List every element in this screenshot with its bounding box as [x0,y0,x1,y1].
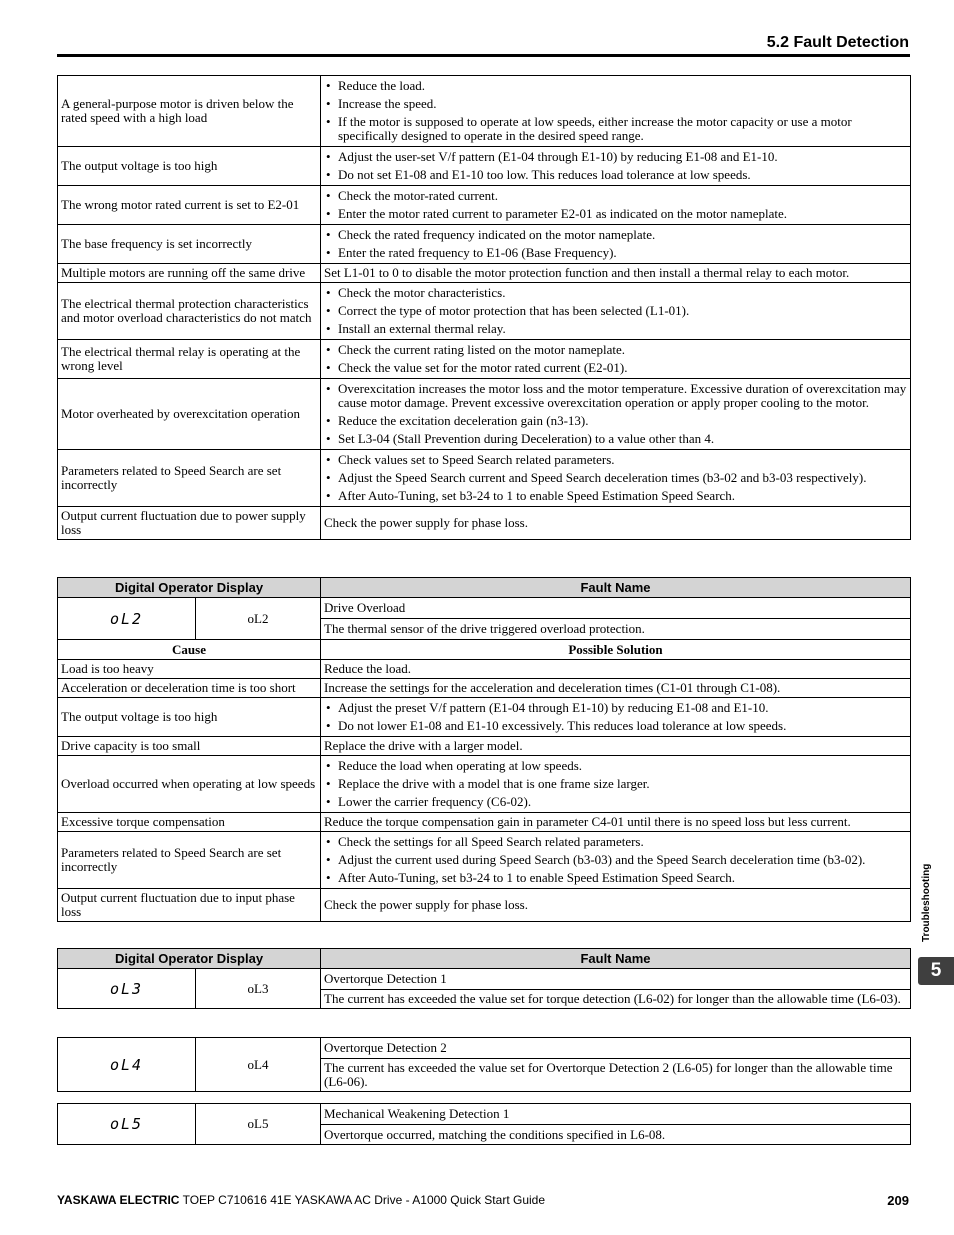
fault-code-ol2: oL2 [196,598,321,640]
list-item: • Check the value set for the motor rated current (E2-01). [324,361,907,375]
table-row [58,340,911,379]
solution-cell [321,698,911,737]
cause-cell: The output voltage is too high [58,147,321,186]
table-row [58,698,911,737]
cause-cell: Output current fluctuation due to power supply loss [58,507,321,540]
solution-list [324,150,907,182]
chapter-number-tab: 5 [918,957,954,985]
fault-name-ol5: Mechanical Weakening Detection 1 [321,1104,911,1125]
list-item: • Adjust the Speed Search current and Speed Search deceleration times (b3-02 and b3-03 respectively). [324,471,907,485]
list-item: • Adjust the current used during Speed Search (b3-03) and the Speed Search deceleration time (b3-02). [324,853,907,867]
solution-list [324,759,907,809]
table-row [58,507,911,540]
header-rule [57,54,910,57]
solution-cell: Increase the settings for the acceleration and deceleration times (C1-01 through C1-08). [321,679,911,698]
list-item: • Overexcitation increases the motor loss and the motor temperature. Excessive duration of overexcitation may cause motor damage. Prevent excessive overexcitation operation or apply proper cooling to the motor. [324,382,907,410]
solution-cell: Check the power supply for phase loss. [321,889,911,922]
cause-cell: Drive capacity is too small [58,737,321,756]
fault-code-ol4: oL4 [196,1038,321,1092]
table-row [58,832,911,889]
table-row [58,147,911,186]
cause-cell: The electrical thermal relay is operating at the wrong level [58,340,321,379]
cause-cell: A general-purpose motor is driven below the rated speed with a high load [58,76,321,147]
list-item: • Correct the type of motor protection that has been selected (L1-01). [324,304,907,318]
list-item: • Reduce the load. [324,79,907,93]
list-item: • Check the settings for all Speed Search related parameters. [324,835,907,849]
operator-display-ol3: oL3 [58,969,196,1009]
list-item: • After Auto-Tuning, set b3-24 to 1 to enable Speed Estimation Speed Search. [324,871,907,885]
list-item: • Do not set E1-08 and E1-10 too low. This reduces load tolerance at low speeds. [324,168,907,182]
cause-cell: The output voltage is too high [58,698,321,737]
fault-description-ol3: The current has exceeded the value set for torque detection (L6-02) for longer than the allowable time (L6-03). [321,990,911,1009]
list-item: • Increase the speed. [324,97,907,111]
list-item: • Reduce the excitation deceleration gain (n3-13). [324,414,907,428]
solution-cell [321,756,911,813]
fault-cause-table-continued [57,75,911,540]
list-item: • Check the rated frequency indicated on the motor nameplate. [324,228,907,242]
cause-cell: Excessive torque compensation [58,813,321,832]
solution-cell [321,76,911,147]
fault-name-ol3: Overtorque Detection 1 [321,969,911,990]
fault-code-ol3: oL3 [196,969,321,1009]
fault-name-ol4: Overtorque Detection 2 [321,1038,911,1059]
table-row [58,225,911,264]
footer-document: TOEP C710616 41E YASKAWA AC Drive - A1000 Quick Start Guide [182,1193,546,1207]
cause-cell: The electrical thermal protection characteristics and motor overload characteristics do not match [58,283,321,340]
table-row [58,813,911,832]
list-item: • Check the motor characteristics. [324,286,907,300]
table-row [58,450,911,507]
cause-cell: Load is too heavy [58,660,321,679]
solution-cell [321,283,911,340]
cause-cell: Overload occurred when operating at low speeds [58,756,321,813]
cause-cell: Multiple motors are running off the same drive [58,264,321,283]
table-row [58,660,911,679]
fault-name-header: Fault Name [321,578,911,598]
table-row [58,264,911,283]
list-item: • Enter the motor rated current to parameter E2-01 as indicated on the motor nameplate. [324,207,907,221]
fault-description-ol4: The current has exceeded the value set for Overtorque Detection 2 (L6-05) for longer than the allowable time (L6-06). [321,1059,911,1092]
cause-cell: The wrong motor rated current is set to E2-01 [58,186,321,225]
solution-list [324,79,907,143]
solution-list [324,228,907,260]
digital-operator-display-header: Digital Operator Display [58,949,321,969]
operator-display-ol2: oL2 [58,598,196,640]
table-row [58,283,911,340]
cause-header: Cause [58,640,321,660]
fault-code-ol5: oL5 [196,1104,321,1145]
cause-cell: Parameters related to Speed Search are set incorrectly [58,832,321,889]
fault-name-header: Fault Name [321,949,911,969]
list-item: • After Auto-Tuning, set b3-24 to 1 to enable Speed Estimation Speed Search. [324,489,907,503]
cause-cell: Output current fluctuation due to input phase loss [58,889,321,922]
possible-solution-header: Possible Solution [321,640,911,660]
list-item: • Adjust the preset V/f pattern (E1-04 through E1-10) by reducing E1-08 and E1-10. [324,701,907,715]
list-item: • Install an external thermal relay. [324,322,907,336]
cause-cell: Motor overheated by overexcitation operation [58,379,321,450]
section-title: 5.2 Fault Detection [766,34,909,51]
list-item: • Check the current rating listed on the motor nameplate. [324,343,907,357]
fault-description-ol2: The thermal sensor of the drive triggered overload protection. [321,619,911,640]
table-row [58,76,911,147]
solution-cell: Reduce the torque compensation gain in parameter C4-01 until there is no speed loss but less current. [321,813,911,832]
table-row [58,737,911,756]
list-item: • Lower the carrier frequency (C6-02). [324,795,907,809]
solution-cell: Set L1-01 to 0 to disable the motor protection function and then install a thermal relay to each motor. [321,264,911,283]
table-row [58,889,911,922]
list-item: • If the motor is supposed to operate at low speeds, either increase the motor capacity or use a motor specifically designed to operate in the desired speed range. [324,115,907,143]
list-item: • Set L3-04 (Stall Prevention during Deceleration) to a value other than 4. [324,432,907,446]
solution-cell [321,379,911,450]
solution-list [324,343,907,375]
list-item: • Adjust the user-set V/f pattern (E1-04 through E1-10) by reducing E1-08 and E1-10. [324,150,907,164]
fault-table-ol4 [57,1037,911,1092]
solution-cell [321,340,911,379]
list-item: • Check the motor-rated current. [324,189,907,203]
solution-cell [321,450,911,507]
solution-list [324,701,907,733]
fault-table-ol3 [57,948,911,1009]
table-row [58,756,911,813]
solution-cell: Reduce the load. [321,660,911,679]
table-row [58,679,911,698]
fault-description-ol5: Overtorque occurred, matching the conditions specified in L6-08. [321,1125,911,1145]
list-item: • Check values set to Speed Search related parameters. [324,453,907,467]
table-row [58,379,911,450]
operator-display-ol4: oL4 [58,1038,196,1092]
solution-list [324,835,907,885]
chapter-side-label: Troubleshooting [921,863,932,942]
list-item: • Reduce the load when operating at low speeds. [324,759,907,773]
fault-table-ol2 [57,577,911,922]
solution-list [324,382,907,446]
solution-list [324,286,907,336]
solution-cell [321,225,911,264]
list-item: • Do not lower E1-08 and E1-10 excessively. This reduces load tolerance at low speeds. [324,719,907,733]
solution-list [324,189,907,221]
digital-operator-display-header: Digital Operator Display [58,578,321,598]
page-footer [57,1193,545,1207]
list-item: • Enter the rated frequency to E1-06 (Base Frequency). [324,246,907,260]
fault-table-ol5 [57,1103,911,1145]
solution-cell [321,147,911,186]
solution-cell [321,186,911,225]
solution-cell: Replace the drive with a larger model. [321,737,911,756]
solution-cell [321,832,911,889]
solution-list [324,453,907,503]
footer-brand: YASKAWA ELECTRIC [57,1193,180,1207]
table-row [58,186,911,225]
operator-display-ol5: oL5 [58,1104,196,1145]
fault-name-ol2: Drive Overload [321,598,911,619]
cause-cell: The base frequency is set incorrectly [58,225,321,264]
list-item: • Replace the drive with a model that is one frame size larger. [324,777,907,791]
solution-cell: Check the power supply for phase loss. [321,507,911,540]
cause-cell: Acceleration or deceleration time is too short [58,679,321,698]
page-number: 209 [887,1193,909,1208]
cause-cell: Parameters related to Speed Search are set incorrectly [58,450,321,507]
